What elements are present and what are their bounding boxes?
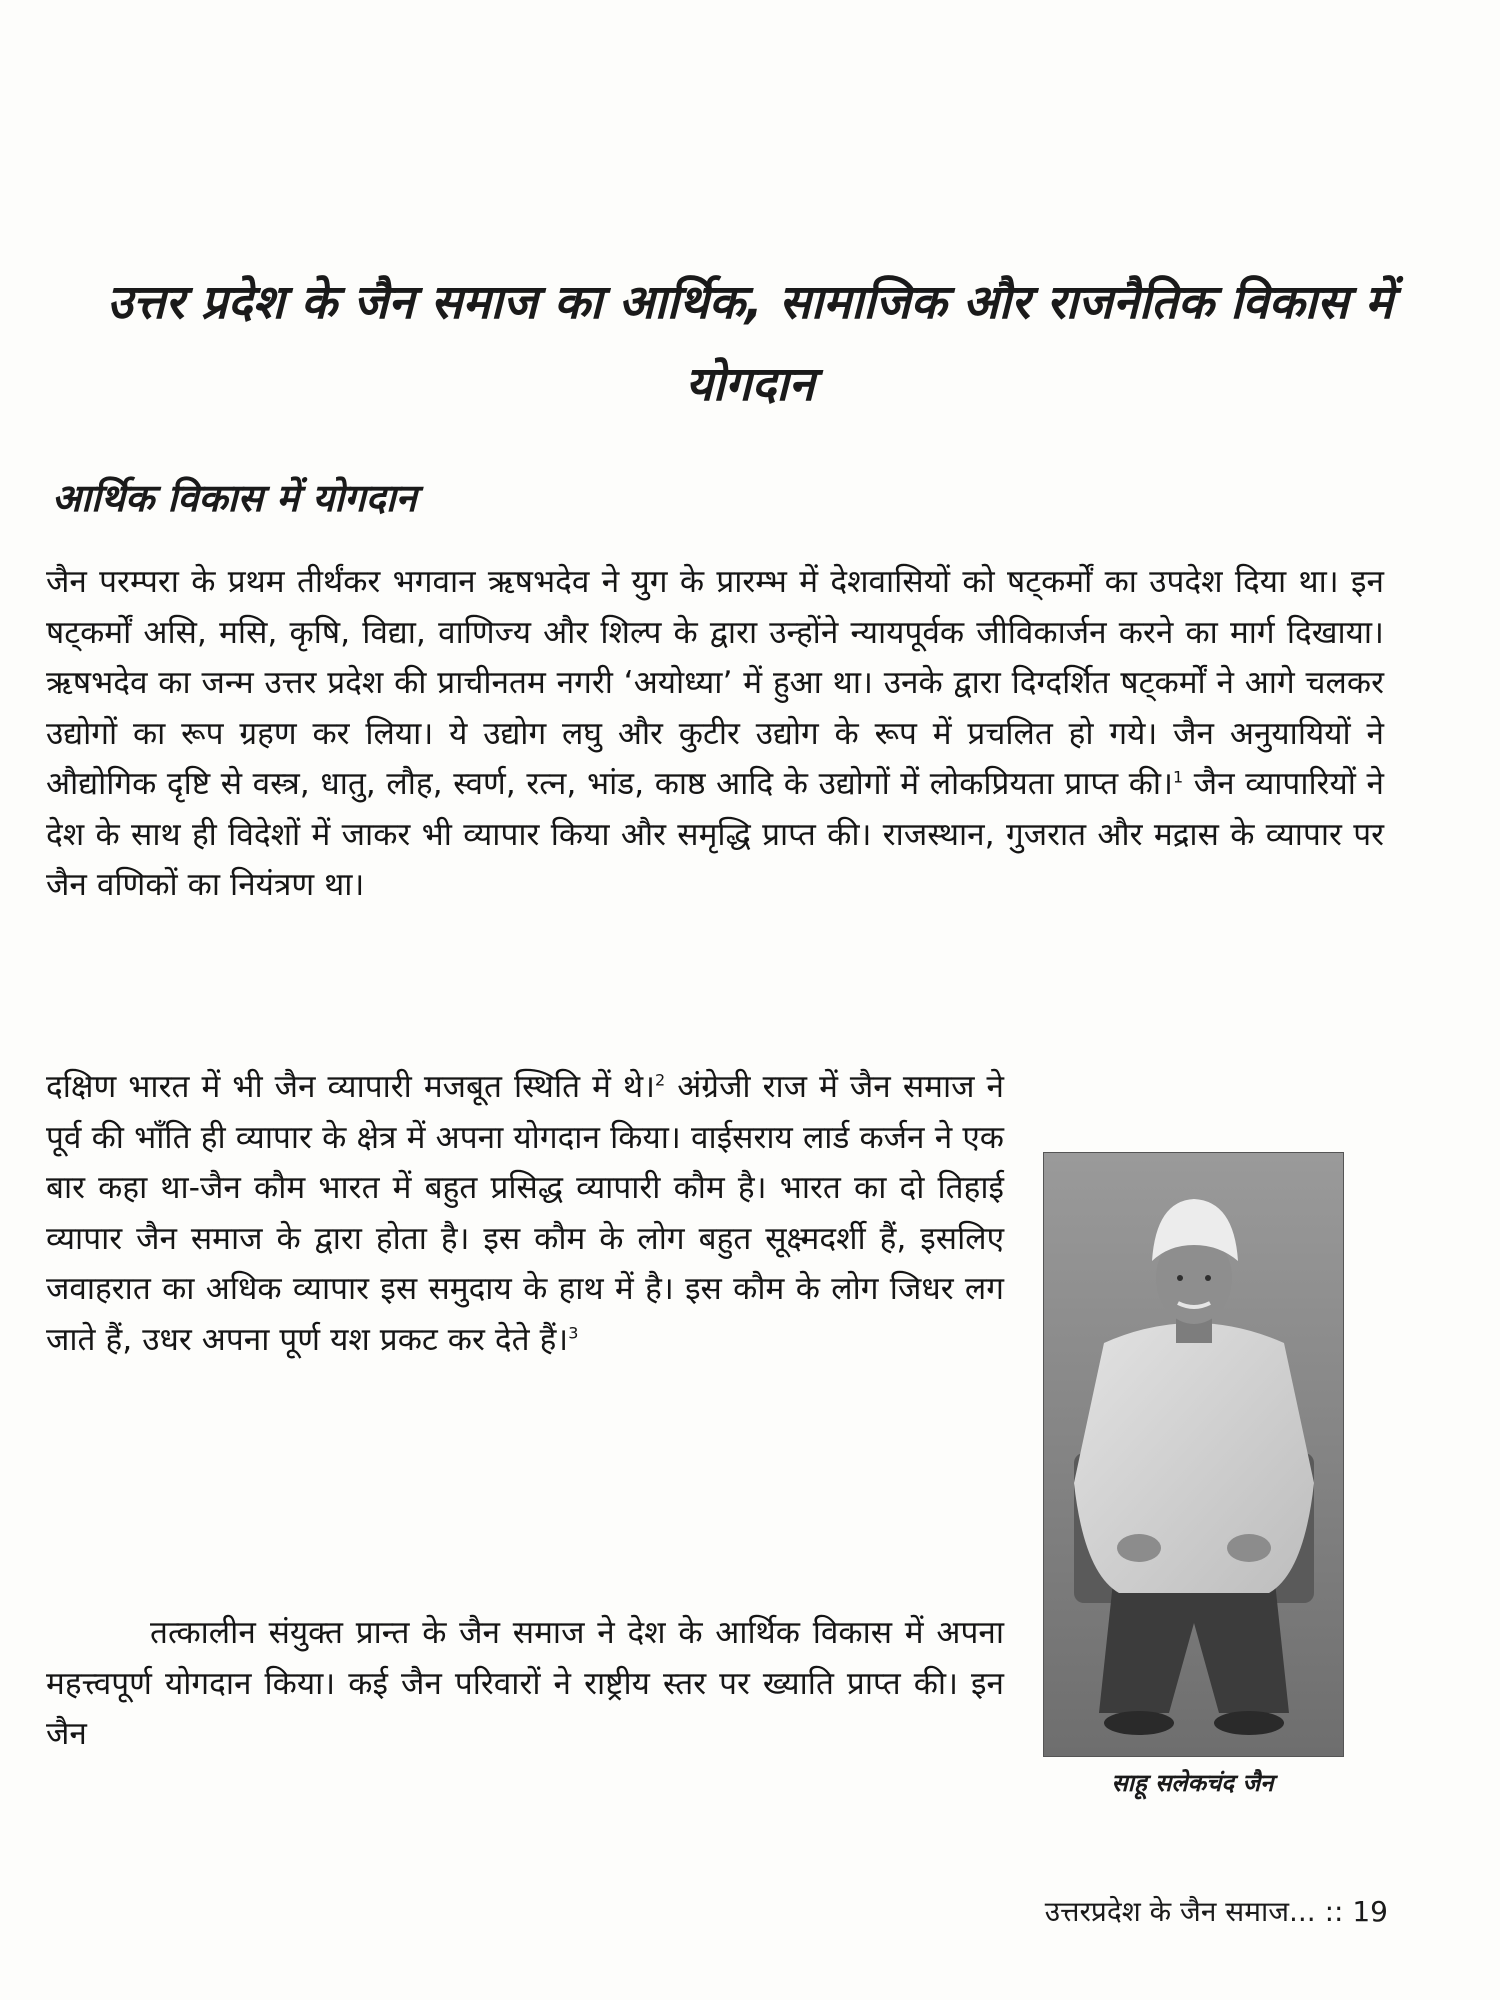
right-eye-shape: [1205, 1275, 1211, 1281]
left-eye-shape: [1177, 1275, 1183, 1281]
footnote-marker-1: 1: [1173, 767, 1184, 787]
footnote-marker-2: 2: [655, 1070, 666, 1090]
portrait-photo-illustration: [1044, 1153, 1343, 1756]
page-number: 19: [1352, 1895, 1388, 1928]
shawl-shape: [1074, 1323, 1314, 1593]
photo-caption: साहू सलेकचंद जैन: [1111, 1769, 1274, 1797]
running-title: उत्तरप्रदेश के जैन समाज... ::: [1044, 1895, 1344, 1928]
paragraph-1-text-a: जैन परम्परा के प्रथम तीर्थंकर भगवान ऋषभदेव ने युग के प्रारम्भ में देशवासियों को षट्कर्मों का उपदेश दिया था। इन षट्कर्मों असि, मसि, कृषि, विद्या, वाणिज्य और शिल्प के द्वारा उन्होंने न्यायपूर्वक जीविकार्जन करने का मार्ग दिखाया। ऋषभदेव का जन्म उत्तर प्रदेश की प्राचीनतम नगरी ‘अयोध्या’ में हुआ था। उनके द्वारा दिग्दर्शित षट्कर्मों ने आगे चलकर उद्योगों का रूप ग्रहण कर लिया। ये उद्योग लघु और कुटीर उद्योग के रूप में प्रचलित हो गये। जैन अनुयायियों ने औद्योगिक दृष्टि से वस्त्र, धातु, लौह, स्वर्ण, रत्न, भांड, काष्ठ आदि के उद्योगों में लोकप्रियता प्राप्त की।: [46, 564, 1384, 802]
page-footer: [1045, 1892, 1388, 1932]
paragraph-1-text-b: जैन व्यापारियों ने देश के साथ ही विदेशों में जाकर भी व्यापार किया और समृद्धि प्राप्त की। राजस्थान, गुजरात और मद्रास के व्यापार पर जैन वणिकों का नियंत्रण था।: [46, 766, 1384, 903]
paragraph-3: तत्कालीन संयुक्त प्रान्त के जैन समाज ने देश के आर्थिक विकास में अपना महत्त्वपूर्ण योगदान किया। कई जैन परिवारों ने राष्ट्रीय स्तर पर ख्याति प्राप्त की। इन जैन: [46, 1615, 1004, 1752]
paragraph-2: [46, 1062, 1004, 1365]
left-foot-shape: [1104, 1711, 1174, 1735]
paragraph-1: [46, 557, 1384, 911]
paragraph-2-text-a: दक्षिण भारत में भी जैन व्यापारी मजबूत स्थिति में थे।: [46, 1069, 656, 1105]
right-foot-shape: [1214, 1711, 1284, 1735]
portrait-photo: [1043, 1152, 1344, 1757]
paragraph-2-text-b: अंग्रेजी राज में जैन समाज ने पूर्व की भाँति ही व्यापार के क्षेत्र में अपना योगदान किया। वाईसराय लार्ड कर्जन ने एक बार कहा था-जैन कौम भारत में बहुत प्रसिद्ध व्यापारी कौम है। भारत का दो तिहाई व्यापार जैन समाज के द्वारा होता है। इस कौम के लोग बहुत सूक्ष्मदर्शी हैं, इसलिए जवाहरात का अधिक व्यापार इस समुदाय के हाथ में है। इस कौम के लोग जिधर लग जाते हैं, उधर अपना पूर्ण यश प्रकट कर देते हैं।: [46, 1069, 1004, 1358]
right-hand-shape: [1227, 1534, 1271, 1562]
left-hand-shape: [1117, 1534, 1161, 1562]
footnote-marker-3: 3: [568, 1323, 579, 1342]
chapter-title: उत्तर प्रदेश के जैन समाज का आर्थिक, सामाजिक और राजनैतिक विकास में योगदान: [106, 275, 1394, 412]
section-heading: आर्थिक विकास में योगदान: [52, 476, 417, 520]
